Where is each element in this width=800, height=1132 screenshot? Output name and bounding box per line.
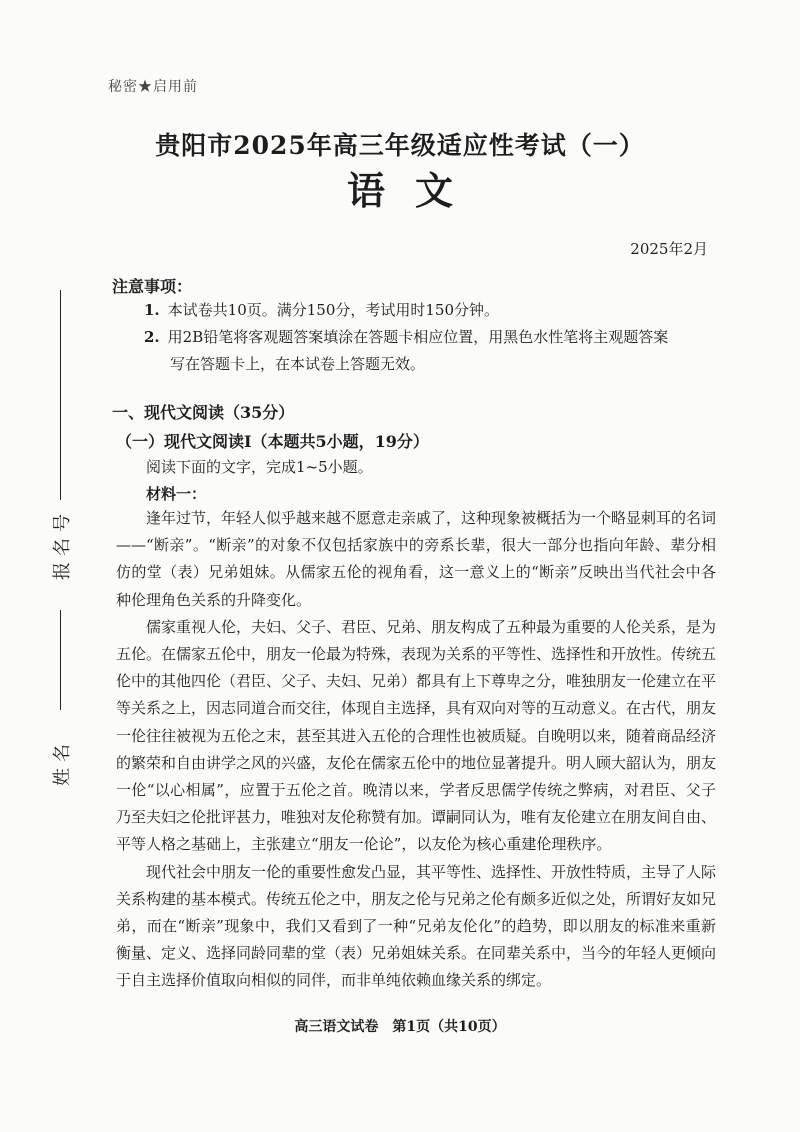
name-line [60,610,61,710]
exam-number-label: 报名号 [52,508,73,580]
material-label: 材料一： [146,485,207,503]
exam-date: 2025年2月 [630,240,708,258]
confidential-mark: 秘密★启用前 [108,79,198,95]
notice-item-2 [144,324,724,378]
section-title: 一、现代文阅读（35分） [112,403,295,422]
name-label: 姓名 [52,738,73,786]
page-footer: 高三语文试卷 第1页（共10页） [294,1019,506,1035]
exam-number-line [60,290,61,500]
passage-paragraph: 现代社会中朋友一伦的重要性愈发凸显，其平等性、选择性、开放性特质，主导了人际关系构建的基本模式。传统五伦之中，朋友之伦与兄弟之伦有颇多近似之处，所谓好友如兄弟，而在“断亲”现象中，我们又看到了一种“兄弟友伦化”的趋势，即以朋友的标准来重新衡量、定义、选择同龄同辈的堂（表）兄弟姐妹关系。在同辈关系中，当今的年轻人更倾向于自主选择价值取向相似的同伴，而非单纯依赖血缘关系的绑定。 [116,862,717,990]
notice-item-number: 1. [144,301,160,319]
notice-item-text: 用2B铅笔将客观题答案填涂在答题卡相应位置，用黑色水性笔将主观题答案 [167,328,669,346]
binding-margin [46,290,76,850]
notice-item-1 [144,297,724,324]
subject-title: 语文 [346,168,483,213]
subsection-title: （一）现代文阅读Ⅰ（本题共5小题，19分） [116,432,429,451]
notice-item-text: 本试卷共10页。满分150分，考试用时150分钟。 [167,301,500,319]
notice-heading: 注意事项： [112,277,193,296]
passage-paragraph: 逢年过节，年轻人似乎越来越不愿意走亲戚了，这种现象被概括为一个略显刺耳的名词——“断亲”。“断亲”的对象不仅包括家族中的旁系长辈，很大一部分也指向年龄、辈分相仿的堂（表）兄弟姐妹。从儒家五伦的视角看，这一意义上的“断亲”反映出当代社会中各种伦理角色关系的升降变化。 [116,509,717,609]
exam-title: 贵阳市2025年高三年级适应性考试（一） [155,131,645,160]
reading-passage [116,505,716,995]
passage-paragraph: 儒家重视人伦，夫妇、父子、君臣、兄弟、朋友构成了五种最为重要的人伦关系，是为五伦。在儒家五伦中，朋友一伦最为特殊，表现为关系的平等性、选择性和开放性。传统五伦中的其他四伦（君臣、父子、夫妇、兄弟）都具有上下尊卑之分，唯独朋友一伦建立在平等关系之上，因志同道合而交往，体现自主选择，具有双向对等的互动意义。在古代，朋友一伦往往被视为五伦之末，甚至其进入五伦的合理性也被质疑。自晚明以来，随着商品经济的繁荣和自由讲学之风的兴盛，友伦在儒家五伦中的地位显著提升。明人顾大韶认为，朋友一伦“以心相属”，应置于五伦之首。晚清以来，学者反思儒学传统之弊病，对君臣、父子乃至夫妇之伦批评甚力，唯独对友伦称赞有加。谭嗣同认为，唯有友伦建立在朋友间自由、平等人格之基础上，主张建立“朋友一伦论”，以友伦为核心重建伦理秩序。 [116,617,717,854]
notice-item-number: 2. [144,328,160,346]
instruction-text: 阅读下面的文字，完成1~5小题。 [146,458,373,476]
notice-item-text-continued: 写在答题卡上，在本试卷上答题无效。 [170,355,426,373]
